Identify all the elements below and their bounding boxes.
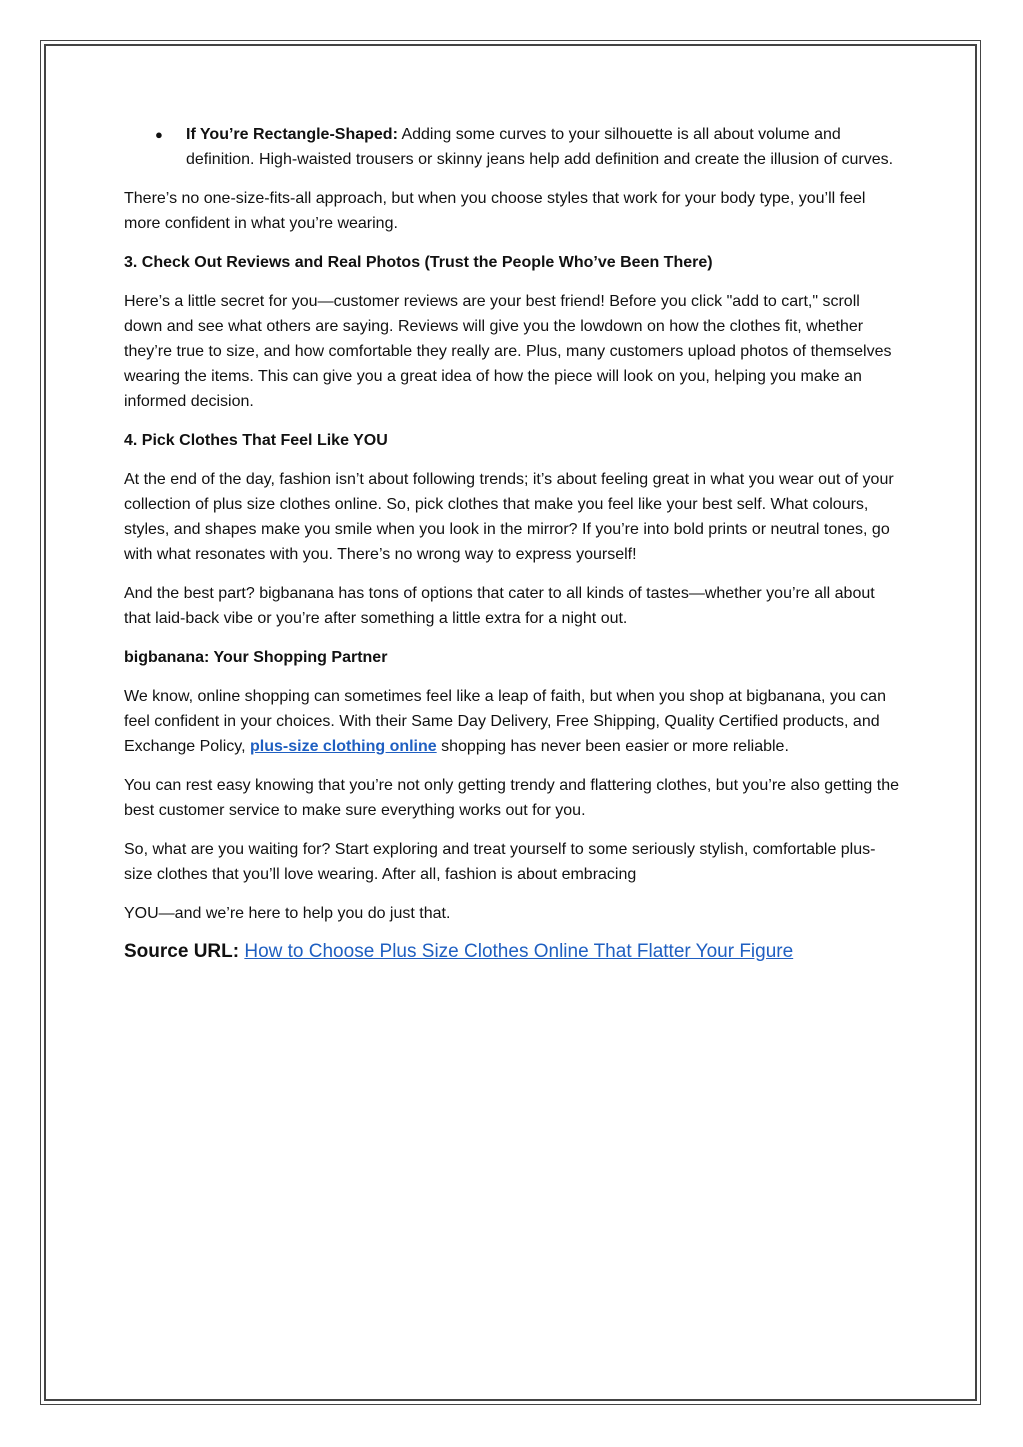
heading-reviews: 3. Check Out Reviews and Real Photos (Trust the People Who’ve Been There) (124, 254, 713, 271)
source-url-line (124, 938, 900, 966)
paragraph-final: YOU—and we’re here to help you do just that. (124, 905, 451, 922)
paragraph-best-part: And the best part? bigbanana has tons of options that cater to all kinds of tastes—whether you’re all about that laid-back vibe or you’re after something a little extra for a night out. (124, 585, 875, 627)
heading-feel-like-you: 4. Pick Clothes That Feel Like YOU (124, 432, 388, 449)
heading-shopping-partner: bigbanana: Your Shopping Partner (124, 649, 388, 666)
partner-text-after: shopping has never been easier or more reliable. (436, 738, 789, 755)
bullet-text: Adding some curves to your silhouette is all about volume and definition. High-waisted trousers or skinny jeans help add definition and create the illusion of curves. (186, 126, 894, 168)
paragraph-shopping-partner (124, 684, 900, 759)
bullet-rectangle-shaped (124, 122, 900, 172)
paragraph-fit: There’s no one-size-fits-all approach, but when you choose styles that work for your body type, you’ll feel more confident in what you’re wearing. (124, 190, 866, 232)
document-body (124, 122, 900, 980)
plus-size-clothing-link[interactable]: plus-size clothing online (250, 738, 437, 755)
paragraph-rest-easy: You can rest easy knowing that you’re not only getting trendy and flattering clothes, but you’re also getting the best customer service to make sure everything works out for you. (124, 777, 900, 819)
partner-text-before: We know, online shopping can sometimes feel like a leap of faith, but when you shop at bigbanana, you can feel confident in your choices. With their Same Day Delivery, Free Shipping, Quality Certified products, and Exchange Policy, (124, 688, 886, 755)
paragraph-waiting: So, what are you waiting for? Start exploring and treat yourself to some seriously stylish, comfortable plus-size clothes that you’ll love wearing. After all, fashion is about embracing (124, 841, 876, 883)
bullet-bold-lead: If You’re Rectangle-Shaped: (186, 126, 398, 143)
source-url-link[interactable]: How to Choose Plus Size Clothes Online That Flatter Your Figure (244, 941, 794, 962)
bullet-marker: ● (155, 127, 163, 142)
paragraph-reviews: Here’s a little secret for you—customer reviews are your best friend! Before you click "add to cart," scroll down and see what others are saying. Reviews will give you the lowdown on how the clothes fit, whether they’re true to size, and how comfortable they really are. Plus, many customers upload photos of themselves wearing the items. This can give you a great idea of how the piece will look on you, helping you make an informed decision. (124, 293, 892, 410)
source-url-label: Source URL: (124, 941, 240, 962)
paragraph-feel-like-you: At the end of the day, fashion isn’t about following trends; it’s about feeling great in what you wear out of your collection of plus size clothes online. So, pick clothes that make you feel like your best self. What colours, styles, and shapes make you smile when you look in the mirror? If you’re into bold prints or neutral tones, go with what resonates with you. There’s no wrong way to express yourself! (124, 471, 894, 563)
